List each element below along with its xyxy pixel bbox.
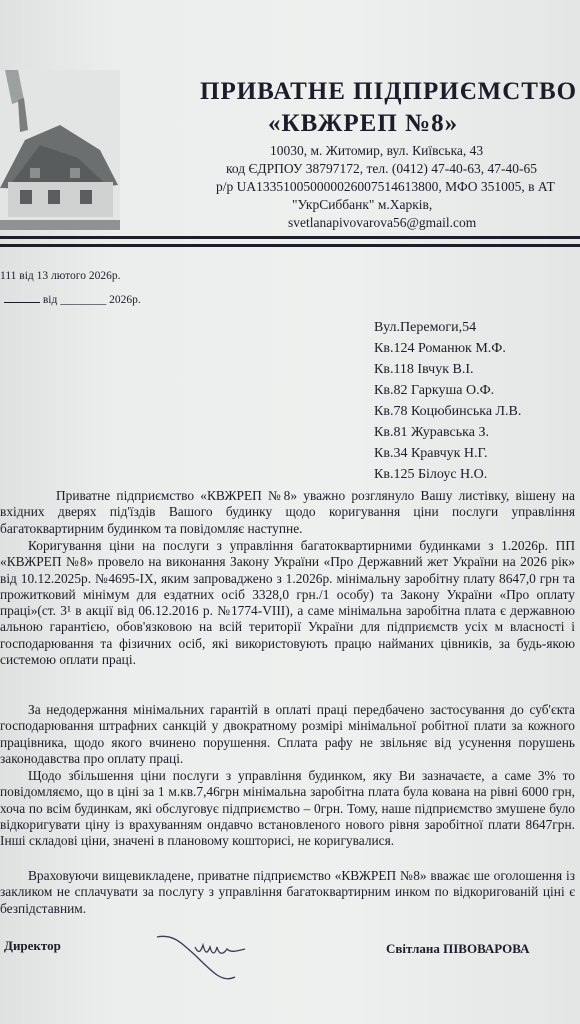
handwritten-signature [155, 925, 255, 985]
recipient-item: Кв.124 Романюк М.Ф. [374, 341, 506, 356]
house-logo-icon [0, 70, 120, 230]
header-rule-top [0, 236, 580, 239]
paragraph-penalties: За недодержання мінімальних гарантій в оплаті праці передбачено застосування до суб'єкта господарювання штрафних санкцій у двократному розмірі мінімальної робітної плати за кожного працівника, щодо якого вчинено порушення. Сплата рафу не звільняє від усунення порушень законодавства про оплату праці. [0, 702, 575, 766]
signatory-name: Світлана ПІВОВАРОВА [386, 941, 530, 956]
outgoing-number: 111 від 13 лютого 2026р. [0, 270, 121, 282]
bank-name: "УкрСиббанк" м.Харків, [292, 197, 433, 212]
paragraph-legal-basis: Коригування ціни на послуги з управління багатоквартирними будинками з 1.2026р. ПП «КВЖРЕП №8» провело на виконання Закону України «Про Державний жет України на 2026 рік» від 10.12.2025р. №4695-IX, яким запроваджено з 1.2026р. мінімальну заробітну плату 8647,0 грн та прожитковий мінімум для ездатних осіб 3328,0 грн./1 особу) та Закону України «Про оплату праці»(ст. 3¹ в акції від 06.12.2016 р. №1774-VIII), а саме мінімальна заробітна плата є державною альною гарантією, обов'язковою на всій території України для підприємств усіх м власності і господарювання та фізичних осіб, які використовують працю найманих цівників, за будь-якою системою оплати праці. [0, 538, 575, 668]
company-short-name: «КВЖРЕП №8» [268, 110, 459, 137]
company-email: svetlanapivovarova56@gmail.com [288, 215, 477, 230]
signatory-position: Директор [4, 938, 61, 953]
paragraph-intro: Приватне підприємство «КВЖРЕП №8» уважно розглянуло Вашу листівку, вішену на вхідних дверях під'їздів Вашого будинку щодо коригування ціни послуги управління багатоквартирним будинком та повідомляє наступне. [0, 488, 575, 536]
paragraph-price-explanation: Щодо збільшення ціни послуги з управління будинком, яку Ви зазначаєте, а саме 3% то повідомляємо, що в ціні за 1 м.кв.7,46грн мінімальна заробітна плата була кована на рівні 6000 грн, хоча по всім будинкам, які обслуговує підприємство – 0грн. Тому, наше підприємство змушене було відкоригувати ціну із врахуванням ондавчо встановленого нового рівня заробітної плати 8647грн. Інші складові ціни, значені в плановому кошторисі, не коригувалися. [0, 768, 575, 849]
paragraph-conclusion: Враховуючи вищевикладене, приватне підприємство «КВЖРЕП №8» вважає ше оголошення із закликом не сплачувати за послугу з управління багатоквартирним инком по відкоригованій ціні є безпідставним. [0, 868, 575, 916]
incoming-number: від ________ 2026р. [4, 294, 141, 306]
bank-account: р/р UA133510050000026007514613800, МФО 351005, в АТ [216, 179, 555, 194]
header-rule-bottom [0, 244, 580, 247]
recipient-item: Кв.78 Коцюбинська Л.В. [374, 404, 522, 419]
recipient-item: Кв.82 Гаркуша О.Ф. [374, 383, 495, 398]
company-name: ПРИВАТНЕ ПІДПРИЄМСТВО [200, 78, 578, 105]
recipient-item: Кв.125 Білоус Н.О. [374, 467, 488, 482]
recipient-street: Вул.Перемоги,54 [374, 320, 477, 335]
company-address: 10030, м. Житомир, вул. Київська, 43 [270, 143, 484, 158]
recipient-item: Кв.34 Кравчук Н.Г. [374, 446, 488, 461]
company-codes: код ЄДРПОУ 38797172, тел. (0412) 47-40-63, 47-40-65 [226, 161, 538, 176]
recipient-item: Кв.81 Журавська З. [374, 425, 489, 440]
recipient-item: Кв.118 Івчук В.І. [374, 362, 474, 377]
